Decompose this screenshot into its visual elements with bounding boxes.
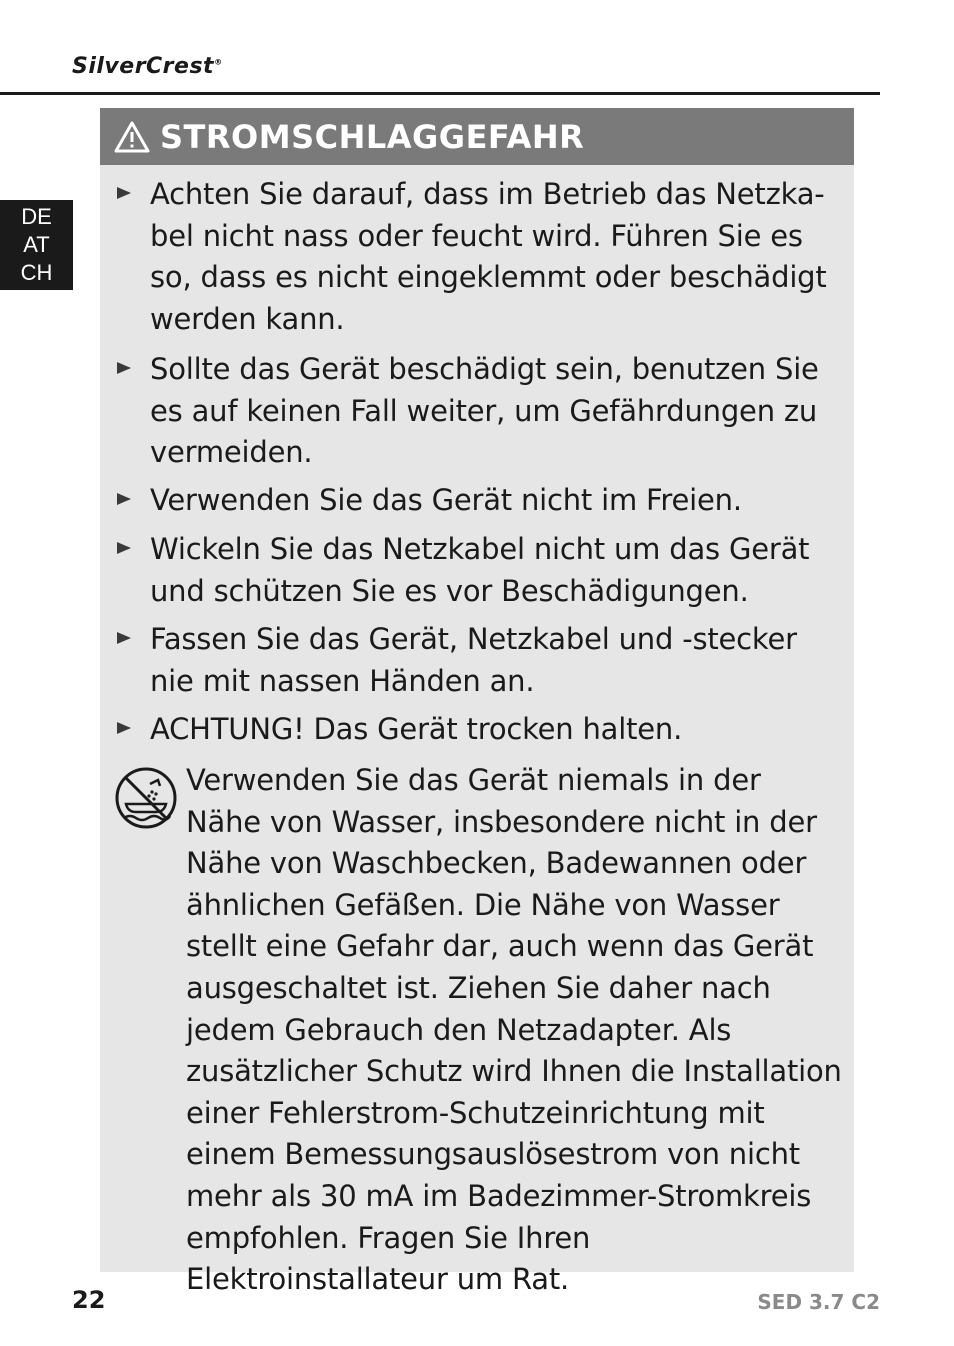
bullet-arrow-icon [114,183,134,203]
list-item [114,349,844,474]
list-item-text: Verwenden Sie das Gerät nicht im Freien. [150,483,742,517]
list-item [114,174,844,340]
bullet-arrow-icon [114,358,134,378]
list-item [114,709,844,751]
bullet-arrow-icon [114,718,134,738]
list-item [114,529,844,612]
header-rule [0,92,880,95]
language-tab [0,200,73,290]
lang-at: AT [23,232,50,257]
section-title: STROMSCHLAGGEFAHR [160,117,585,156]
model-number: SED 3.7 C2 [757,1290,880,1314]
lang-de: DE [21,204,52,229]
warning-triangle-icon [114,121,150,153]
no-water-bath-icon [114,766,178,830]
lang-ch: CH [20,260,53,285]
bullet-arrow-icon [114,538,134,558]
bullet-arrow-icon [114,628,134,648]
water-warning-note [114,760,844,1301]
list-item-text: Fassen Sie das Gerät, Netzkabel und -stecker nie mit nassen Händen an. [150,622,797,698]
note-text: Verwenden Sie das Gerät niemals in der Nähe von Wasser, insbesondere nicht in der Nähe von Waschbecken, Badewannen oder ähnlichen Gefäßen. Die Nähe von Wasser stellt eine Gefahr dar, auch wenn das Gerät ausgeschaltet ist. Ziehen Sie daher nach jedem Gebrauch den Netzadapter. Als zusätzlicher Schutz wird Ihnen die Installation einer Fehlerstrom-Schutzeinrichtung mit einem Bemessungsauslösestrom von nicht mehr als 30 mA im Badezimmer-Stromkreis empfohlen. Fragen Sie Ihren Elektroinstallateur um Rat. [186,763,842,1297]
safety-panel [100,108,854,1297]
list-item-text: Sollte das Gerät beschädigt sein, benutzen Sie es auf keinen Fall weiter, um Gefährdungen zu vermeiden. [150,352,819,469]
list-item-text: Achten Sie darauf, dass im Betrieb das Netzka-bel nicht nass oder feucht wird. Führen Sie es so, dass es nicht eingeklemmt oder beschädigt werden kann. [150,177,827,336]
list-item-text: Wickeln Sie das Netzkabel nicht um das Gerät und schützen Sie es vor Beschädigungen. [150,532,810,608]
registered-mark: ® [214,57,223,67]
section-header [100,108,854,165]
brand-logo [72,54,223,79]
brand-name: SilverCrest [72,54,215,79]
page-number: 22 [72,1286,106,1314]
list-item [114,480,844,522]
list-item [114,619,844,702]
bullet-arrow-icon [114,489,134,509]
list-item-text: ACHTUNG! Das Gerät trocken halten. [150,712,683,746]
